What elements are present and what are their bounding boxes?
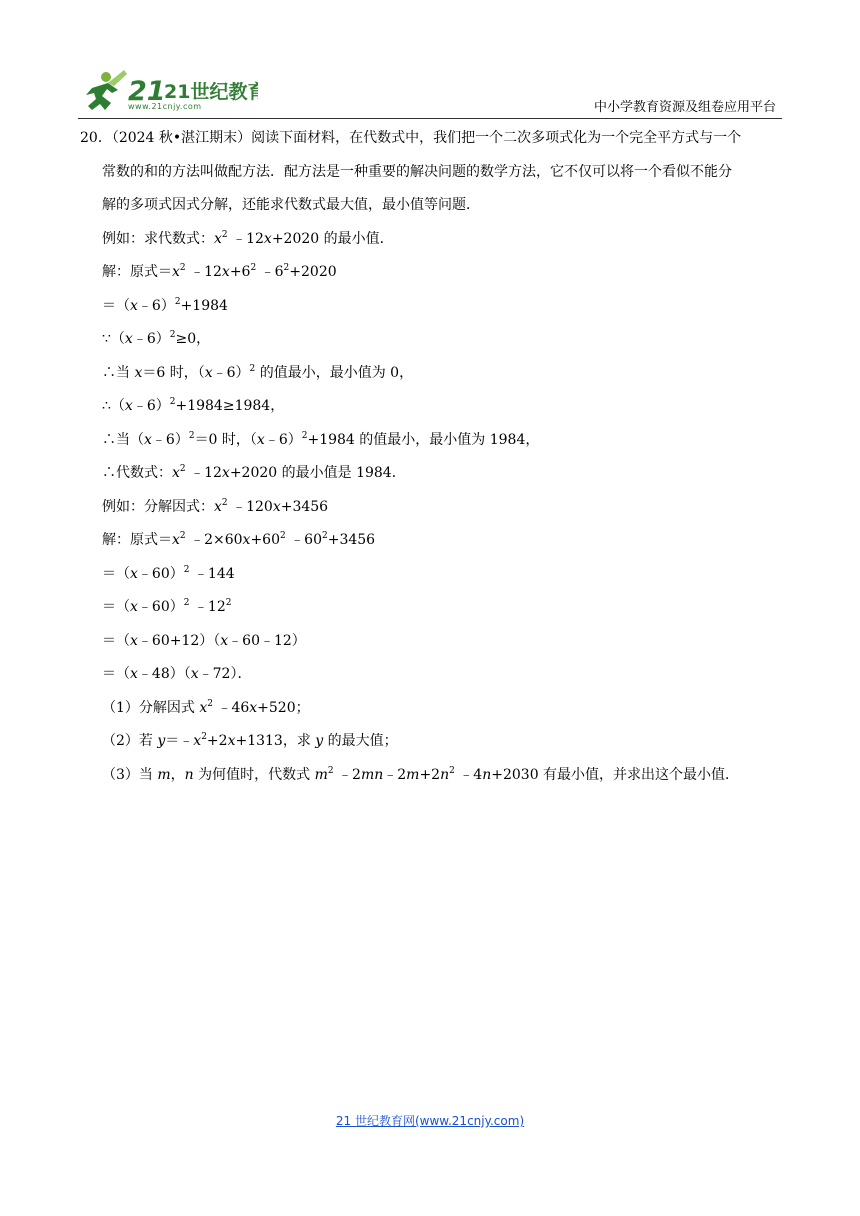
svg-text:21世纪教育: 21世纪教育 [164, 81, 258, 103]
header-divider [78, 118, 782, 119]
logo [78, 66, 258, 116]
example1-step: ∴当 x＝6 时，（x﹣6）$^2$ 的值最小，最小值为 0， [102, 363, 414, 381]
example1-step: ∴（x﹣6）$^2$+1984≥1984， [102, 397, 285, 414]
problem-intro-line-1: 20．（2024 秋•湛江期末）阅读下面材料，在代数式中，我们把一个二次多项式化为一个完全平方式与一个 [80, 130, 742, 146]
question-1: （1）分解因式 $x^2$ ﹣46x+520； [102, 698, 310, 716]
example1-step: ∴代数式：$x^2$ ﹣12x+2020 的最小值是 1984． [102, 464, 406, 481]
example1-step: 解：原式$=x^2$ $﹣12x+6^2$ $﹣6^2+2020$ [102, 263, 337, 280]
question-3: （3）当 m，n 为何值时，代数式 $m^2$ $﹣2mn﹣2m+2n^2$ ﹣4n+2030 有最小值，并求出这个最小值． [102, 765, 740, 783]
example2-step: ＝（x﹣60+12）（x﹣60﹣12） [102, 632, 306, 649]
problem-intro-line-3: 解的多项式因式分解，还能求代数式最大值，最小值等问题． [102, 197, 480, 213]
example1-step: ＝（x﹣6）$^2$+1984 [102, 296, 228, 314]
example1-title: 例如：求代数式：$x^2$ ﹣12x+2020 的最小值． [102, 229, 394, 247]
example2-step: ＝（x﹣60）$^2$ ﹣144 [102, 564, 235, 582]
example2-step: ＝（x﹣48）（x﹣72）． [102, 666, 252, 682]
example1-step: ∴当（x﹣6）$^2$＝0 时，（x﹣6）$^2$+1984 的值最小，最小值为 1984， [102, 430, 540, 448]
problem-intro-line-2: 常数的和的方法叫做配方法．配方法是一种重要的解决问题的数学方法，它不仅可以将一个看似不能分 [102, 163, 732, 180]
page-footer [0, 1112, 860, 1129]
problem-body [80, 122, 783, 792]
svg-text:21: 21 [128, 76, 166, 107]
logo-url: www.21cnjy.com [128, 102, 202, 111]
page-header [78, 62, 782, 120]
platform-title: 中小学教育资源及组卷应用平台 [593, 100, 776, 115]
footer-link[interactable]: 21 世纪教育网(www.21cnjy.com) [335, 1114, 525, 1128]
example2-step: 解：原式$=x^2$ $﹣2\times 60x+60^2$ $﹣60^2+3456$ [102, 531, 376, 548]
example1-step: ∵（x﹣6）$^2$≥0， [102, 330, 211, 347]
question-2: （2）若 $y=﹣x^2+2x+1313$，求 y 的最大值； [102, 732, 398, 749]
example2-step: ＝（x﹣60）$^2$ $﹣12^2$ [102, 598, 232, 615]
example2-title: 例如：分解因式：$x^2$ ﹣120x+3456 [102, 497, 329, 515]
